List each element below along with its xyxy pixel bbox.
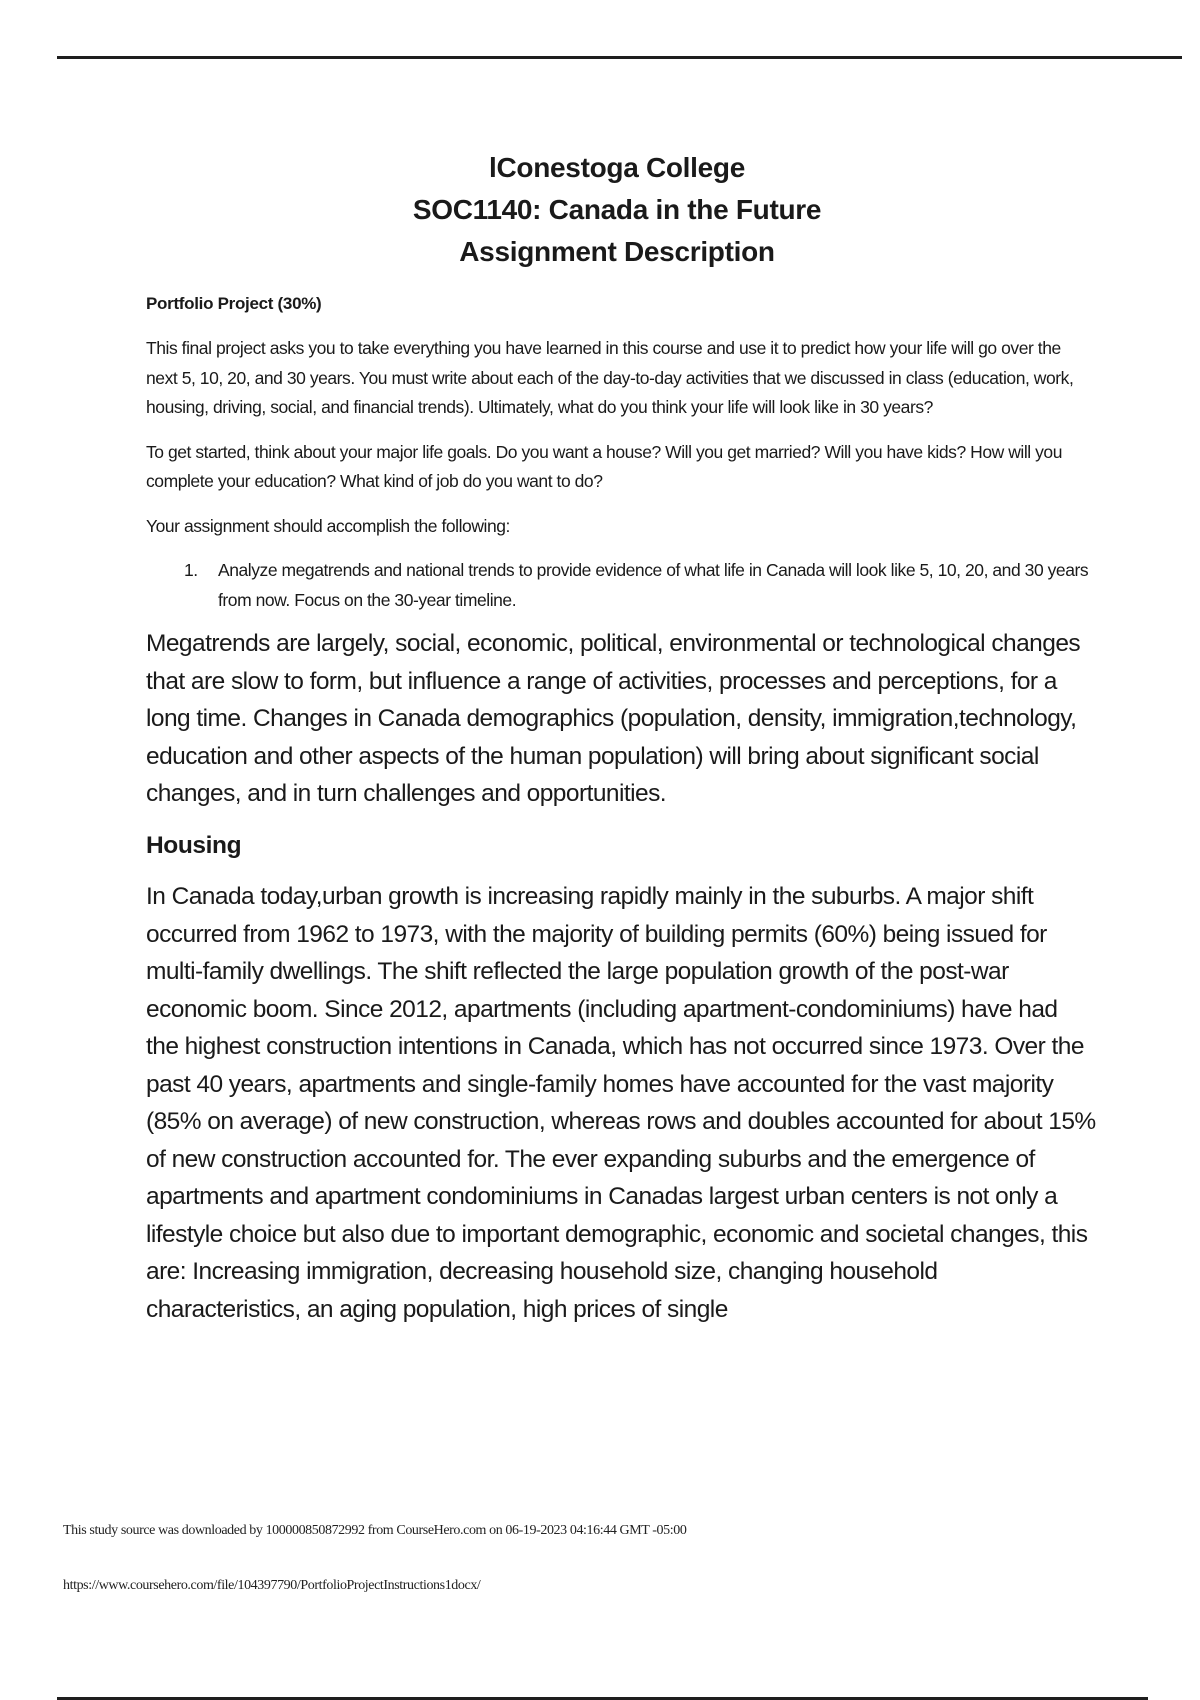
- list-item-number: 1.: [184, 560, 198, 580]
- intro-paragraph: This final project asks you to take everything you have learned in this course and use it to predict how your life will go over the next 5, 10, 20, and 30 years. You must write about each of the day-to-day activities that we discussed in class (education, work, housing, driving, social, and financial trends). Ultimately, what do you think your life will look like in 30 years?: [146, 338, 1074, 417]
- housing-heading: Housing: [146, 831, 242, 859]
- document-body: [146, 292, 1096, 1342]
- assignment-title: Assignment Description: [459, 236, 775, 267]
- list-item: [146, 556, 1096, 615]
- section-label: Portfolio Project (30%): [146, 294, 322, 313]
- requirements-list: [146, 556, 1096, 615]
- housing-paragraph: In Canada today,urban growth is increasing rapidly mainly in the suburbs. A major shift occurred from 1962 to 1973, with the majority of building permits (60%) being issued for multi-family dwellings. The shift reflected the large population growth of the post-war economic boom. Since 2012, apartments (including apartment-condominiums) have had the highest construction intentions in Canada, which has not occurred since 1973. Over the past 40 years, apartments and single-family homes have accounted for the vast majority (85% on average) of new construction, whereas rows and doubles accounted for about 15% of new construction accounted for. The ever expanding suburbs and the emergence of apartments and apartment condominiums in Canadas largest urban centers is not only a lifestyle choice but also due to important demographic, economic and societal changes, this are: Increasing immigration, decreasing household size, changing household characteristics, an aging population, high prices of single: [146, 883, 1096, 1323]
- download-notice: This study source was downloaded by 100000850872992 from CourseHero.com on 06-19-2023 04:16:44 GMT -05:00: [63, 1523, 687, 1538]
- source-url[interactable]: https://www.coursehero.com/file/104397790/PortfolioProjectInstructions1docx/: [63, 1578, 481, 1593]
- institution-title: lConestoga College: [489, 152, 745, 183]
- requirements-lead: Your assignment should accomplish the following:: [146, 515, 510, 536]
- megatrends-paragraph: Megatrends are largely, social, economic, political, environmental or technological changes that are slow to form, but influence a range of activities, processes and perceptions, for a long time. Changes in Canada demographics (population, density, immigration,technology, education and other aspects of the human population) will bring about significant social changes, and in turn challenges and opportunities.: [146, 630, 1081, 807]
- goals-paragraph: To get started, think about your major life goals. Do you want a house? Will you get married? Will you have kids? How will you complete your education? What kind of job do you want to do?: [146, 441, 1062, 491]
- course-title: SOC1140: Canada in the Future: [412, 194, 822, 225]
- list-item-text: Analyze megatrends and national trends to provide evidence of what life in Canada will look like 5, 10, 20, and 30 years from now. Focus on the 30-year timeline.: [218, 560, 1089, 610]
- document-title: [0, 147, 1200, 273]
- top-divider: [57, 56, 1182, 59]
